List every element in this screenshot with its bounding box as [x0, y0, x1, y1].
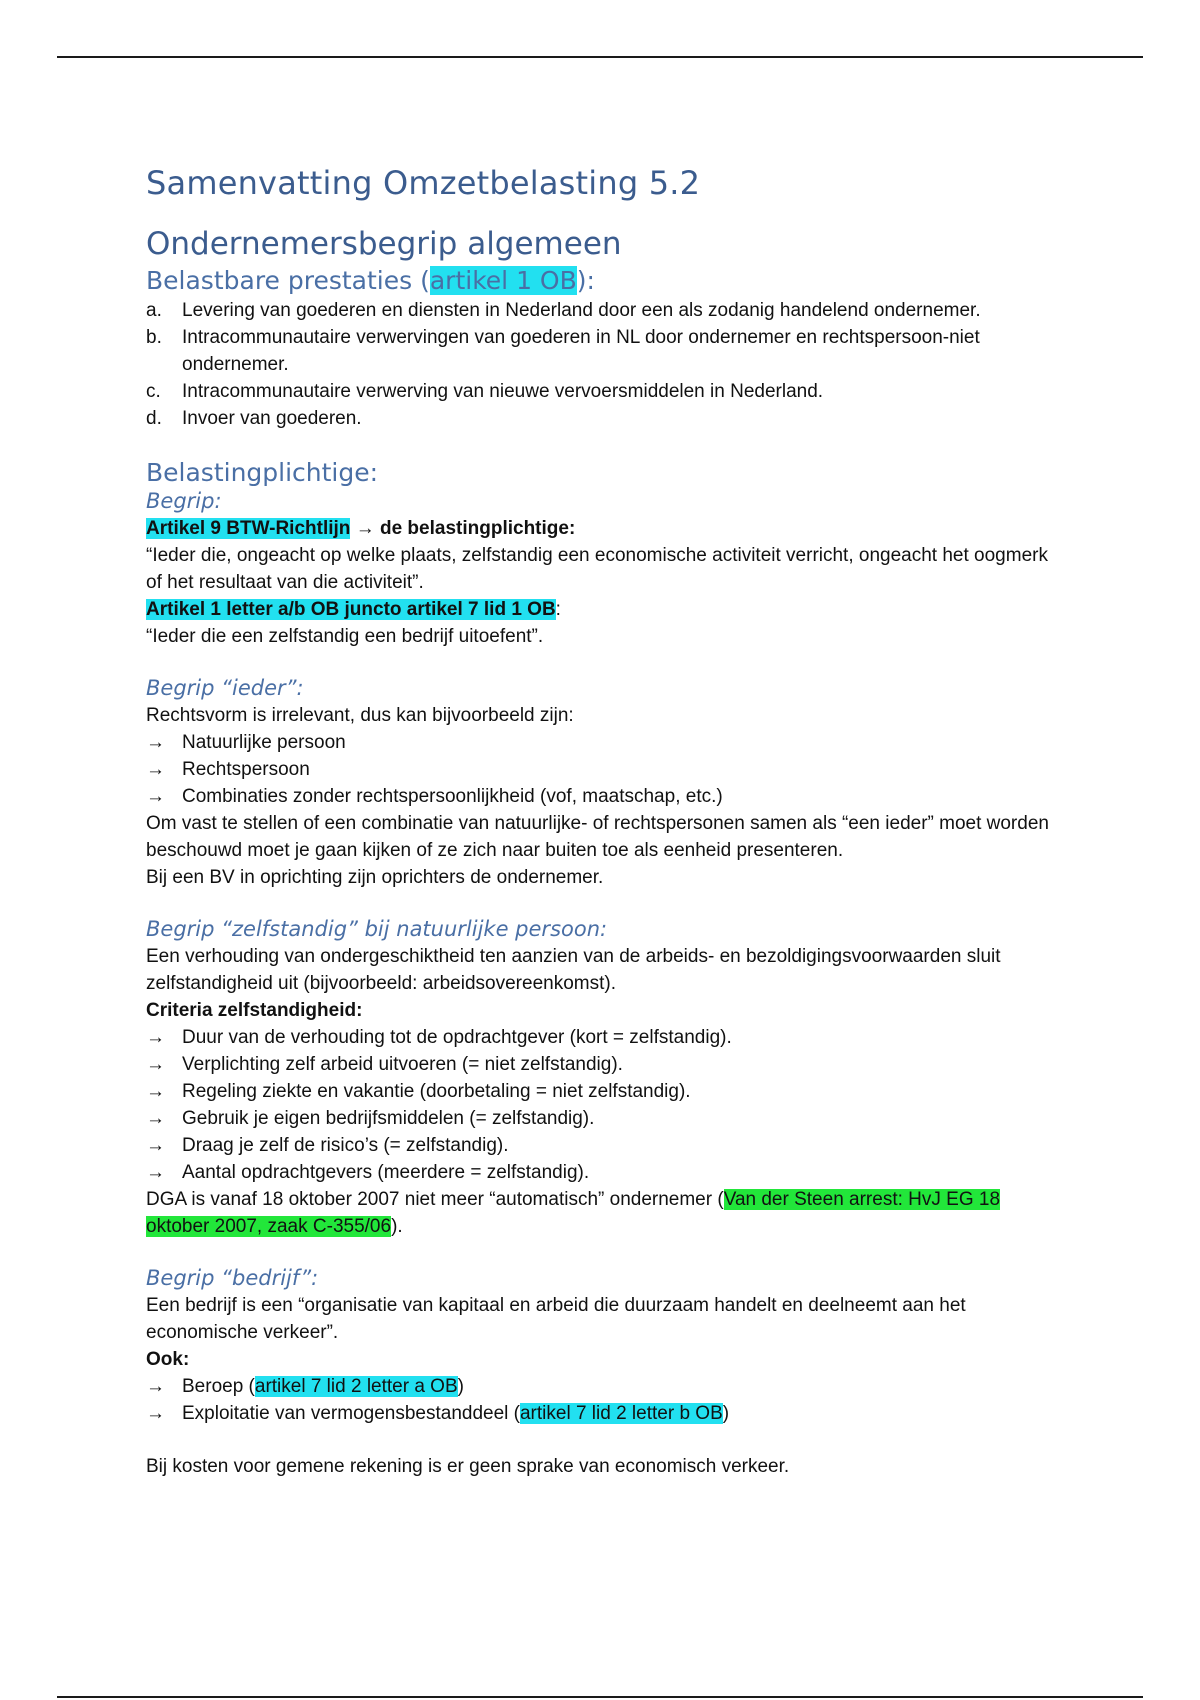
list-item-text: Intracommunautaire verwerving van nieuwe vervoersmiddelen in Nederland. — [182, 381, 824, 402]
list-item — [146, 1024, 1066, 1051]
criteria-heading: Criteria zelfstandigheid: — [146, 1000, 363, 1021]
list-item — [146, 1159, 1066, 1186]
artikel-1-post: : — [555, 599, 561, 620]
ieder-paragraph-2: Bij een BV in oprichting zijn oprichters de ondernemer. — [146, 867, 604, 888]
list-item-text: Regeling ziekte en vakantie (doorbetaling = niet zelfstandig). — [182, 1081, 691, 1102]
document-title: Samenvatting Omzetbelasting 5.2 — [146, 164, 701, 202]
list-item — [146, 1051, 1066, 1078]
list-item — [146, 297, 1066, 324]
dga-pre: DGA is vanaf 18 oktober 2007 niet meer “automatisch” ondernemer ( — [146, 1189, 724, 1210]
ieder-paragraph-1: Om vast te stellen of een combinatie van natuurlijke- of rechtspersonen samen als “een ieder” moet worden beschouwd moet je gaan kijken of ze zich naar buiten toe als eenheid presenteren. — [146, 813, 1049, 861]
heading-post: ): — [576, 266, 595, 295]
arrow-icon: → — [146, 732, 165, 753]
arrow-icon: → — [146, 786, 165, 807]
list-item — [146, 1400, 1066, 1427]
heading-ondernemersbegrip: Ondernemersbegrip algemeen — [146, 226, 622, 262]
artikel-1-line — [146, 596, 1066, 623]
arrow-icon: → — [146, 1135, 165, 1156]
list-item — [146, 1132, 1066, 1159]
heading-begrip-bedrijf: Begrip “bedrijf”: — [146, 1266, 319, 1290]
heading-begrip-zelfstandig: Begrip “zelfstandig” bij natuurlijke persoon: — [146, 917, 608, 941]
artikel-9-rest: de belastingplichtige: — [379, 518, 576, 539]
list-item-text: Intracommunautaire verwervingen van goederen in NL door ondernemer en rechtspersoon-niet ondernemer. — [182, 327, 980, 375]
ook-label: Ook: — [146, 1349, 190, 1370]
highlight-artikel-1-ob: artikel 1 OB — [429, 266, 577, 295]
arrow-icon: → — [146, 1081, 165, 1102]
arrow-icon: → — [146, 1376, 165, 1397]
dga-post: ). — [391, 1216, 403, 1237]
list-item-text: Verplichting zelf arbeid uitvoeren (= niet zelfstandig). — [182, 1054, 623, 1075]
highlight-artikel-7-b: artikel 7 lid 2 letter b OB — [519, 1403, 723, 1424]
list-item-text: Beroep (artikel 7 lid 2 letter a OB) — [182, 1376, 464, 1397]
highlight-artikel-1-juncto: Artikel 1 letter a/b OB juncto artikel 7 lid 1 OB — [146, 599, 556, 620]
bedrijf-paragraph: Een bedrijf is een “organisatie van kapitaal en arbeid die duurzaam handelt en deelneemt aan het economische verkeer”. — [146, 1295, 966, 1343]
kosten-paragraph: Bij kosten voor gemene rekening is er geen sprake van economisch verkeer. — [146, 1456, 790, 1477]
highlight-artikel-9: Artikel 9 BTW-Richtlijn — [146, 518, 351, 539]
arrow-icon: → — [146, 1403, 165, 1424]
heading-pre: Belastbare prestaties ( — [146, 266, 430, 295]
quote-btw-richtlijn: “Ieder die, ongeacht op welke plaats, zelfstandig een economische activiteit verricht, ongeacht het oogmerk of het resultaat van die activiteit”. — [146, 545, 1048, 593]
list-marker: c. — [146, 381, 161, 402]
criteria-list — [146, 1024, 1066, 1186]
heading-begrip: Begrip: — [146, 489, 222, 513]
list-item — [146, 1373, 1066, 1400]
artikel-9-line — [146, 515, 1066, 542]
list-item-text: Gebruik je eigen bedrijfsmiddelen (= zelfstandig). — [182, 1108, 595, 1129]
list-item-text: Natuurlijke persoon — [182, 732, 346, 753]
dga-paragraph — [146, 1186, 1066, 1240]
quote-ob: “Ieder die een zelfstandig een bedrijf uitoefent”. — [146, 626, 544, 647]
list-item — [146, 378, 1066, 405]
list-item — [146, 1078, 1066, 1105]
list-item-text: Combinaties zonder rechtspersoonlijkheid (vof, maatschap, etc.) — [182, 786, 723, 807]
arrow-icon: → — [146, 759, 165, 780]
footer-rule — [57, 1696, 1143, 1698]
arrow-icon: → — [146, 1108, 165, 1129]
heading-belastingplichtige: Belastingplichtige: — [146, 458, 379, 487]
header-rule — [57, 56, 1143, 58]
heading-belastbare-prestaties — [146, 266, 1066, 295]
document-body — [146, 164, 1066, 1480]
list-item — [146, 729, 1066, 756]
ieder-intro: Rechtsvorm is irrelevant, dus kan bijvoorbeeld zijn: — [146, 705, 574, 726]
list-item — [146, 1105, 1066, 1132]
list-item — [146, 756, 1066, 783]
list-item-text: Aantal opdrachtgevers (meerdere = zelfstandig). — [182, 1162, 590, 1183]
list-item-text: Exploitatie van vermogensbestanddeel (artikel 7 lid 2 letter b OB) — [182, 1403, 730, 1424]
list-item — [146, 783, 1066, 810]
list-marker: d. — [146, 408, 162, 429]
arrow-icon: → — [146, 1027, 165, 1048]
list-item — [146, 405, 1066, 432]
heading-begrip-ieder: Begrip “ieder”: — [146, 676, 304, 700]
list-item-text: Levering van goederen en diensten in Nederland door een als zodanig handelend ondernemer. — [182, 300, 981, 321]
highlight-artikel-7-a: artikel 7 lid 2 letter a OB — [254, 1376, 458, 1397]
list-marker: a. — [146, 300, 162, 321]
list-item-text: Draag je zelf de risico’s (= zelfstandig). — [182, 1135, 509, 1156]
list-marker: b. — [146, 327, 162, 348]
list-item-text: Rechtspersoon — [182, 759, 310, 780]
arrow-icon: → — [146, 1162, 165, 1183]
list-item-text: Duur van de verhouding tot de opdrachtgever (kort = zelfstandig). — [182, 1027, 732, 1048]
prestaties-list — [146, 297, 1066, 432]
arrow-icon: → — [355, 518, 375, 539]
list-item — [146, 324, 1066, 378]
ieder-list — [146, 729, 1066, 810]
arrow-icon: → — [146, 1054, 165, 1075]
list-item-text: Invoer van goederen. — [182, 408, 362, 429]
highlight-van-der-steen: Van der Steen arrest: HvJ EG 18 oktober 2007, zaak C-355/06 — [146, 1189, 1001, 1237]
ook-list — [146, 1373, 1066, 1427]
zelfstandig-paragraph: Een verhouding van ondergeschiktheid ten aanzien van de arbeids- en bezoldigingsvoorwaarden sluit zelfstandigheid uit (bijvoorbeeld: arbeidsovereenkomst). — [146, 946, 1001, 994]
